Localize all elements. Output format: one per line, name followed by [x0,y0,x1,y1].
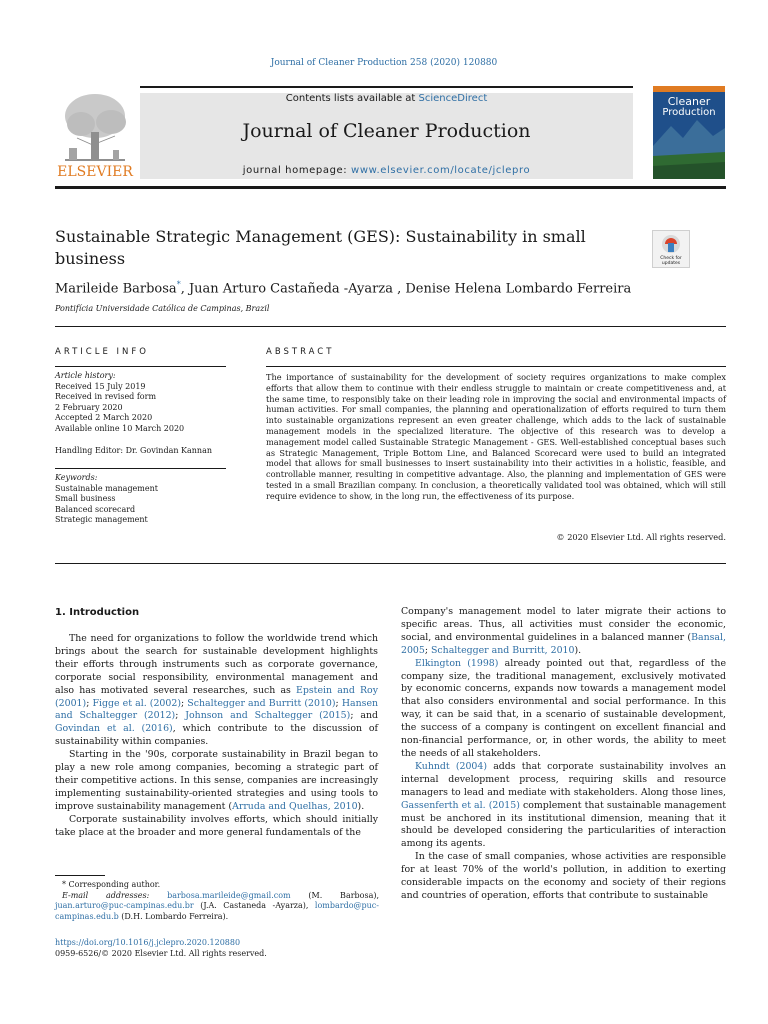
journal-cover-image[interactable] [653,86,725,179]
text-run: complement that sustainable management must be anchored in its institutional dimension, meaning that it should be developed considering the particularities of interaction among its agents. [401,799,726,850]
text-run: ; and [350,710,378,722]
elsevier-logo[interactable] [55,86,135,182]
email-link[interactable]: barbosa.marileide@gmail.com [167,891,291,900]
homepage-link[interactable]: www.elsevier.com/locate/jclepro [351,165,531,176]
section-heading-introduction: 1. Introduction [55,607,140,618]
email-owner: (M. Barbosa), [290,891,380,900]
keywords-label: Keywords: [55,473,98,482]
history-label: Article history: [55,371,116,380]
publisher-logo-text: ELSEVIER [57,164,133,180]
text-run: ; [86,697,93,709]
email-label: E-mail addresses: [62,891,150,900]
corresponding-label: Corresponding author. [68,880,161,889]
body-column-left [55,633,378,840]
text-run: Company's management model to later migrate their actions to specific areas. Thus, all activities must consider the economic, social, and environmental guidelines in a balanced manner ( [401,606,726,643]
crossmark-label: Check for updates [660,256,682,266]
history-item: Received 15 July 2019 [55,381,146,391]
crossmark-badge[interactable] [652,230,690,268]
cover-title-line1: Cleaner [667,95,711,108]
text-run: , which contribute to the discussion of sustainability within companies. [55,723,378,748]
author-1: Marileide Barbosa [55,281,177,297]
cover-title-line2: Production [662,107,716,118]
ref-link[interactable]: Johnson and Schaltegger (2015) [185,710,351,722]
affiliation: Pontifícia Universidade Católica de Campinas, Brazil [55,304,270,313]
keyword-item: Strategic management [55,515,148,525]
ref-link[interactable]: Schaltegger and Burritt, 2010 [431,644,575,656]
author-list [55,280,675,296]
keywords-rule [55,468,226,469]
article-info-rule [55,366,226,367]
keyword-item: Sustainable management [55,483,158,493]
ref-link[interactable]: Elkington (1998) [415,657,499,669]
abstract-bottom-rule [55,563,726,564]
abstract-text: The importance of sustainability for the development of society requires organizations to make complex efforts that allow them to continue with their endless struggle to maintain or create competitiveness and, at the same time, to responsibly take on their leading role in improving the social and environmental impacts of human activities. For small companies, the planning and operationalization of efforts required to turn them into sustainable organizations represent an even greater challenge, which adds to the lack of sustainable management models in the specialized literature. The objective of this research was to develop a management model called Sustainable Strategic Management - GES. Well-established conceptual bases such as Strategic Management, Triple Bottom Line, and Balanced Scorecard were used to build an integrated model that allows for small businesses to insert sustainability into their activities in a holistic, feasible, and controllable manner, resulting in competitive advantage. Also, the planning and implementation of GES were tested in a small Brazilian company. In conclusion, a theoretically validated tool was obtained, which will still require evidence to show, in the long run, the effectiveness of its purpose. [266,372,726,501]
paragraph [401,761,726,851]
text-run: ; [180,697,188,709]
abstract-rule [266,366,726,367]
ref-link[interactable]: Kuhndt (2004) [415,760,488,772]
text-run: ; [175,710,186,722]
abstract-heading: ABSTRACT [266,347,335,357]
ref-link[interactable]: Hansen and Schaltegger (2012) [55,697,379,722]
journal-homepage [140,165,633,176]
email-link[interactable]: juan.arturo@puc-campinas.edu.br [55,901,194,911]
paragraph [401,658,726,761]
journal-citation[interactable]: Journal of Cleaner Production 258 (2020) 120880 [270,58,498,68]
issn-line: 0959-6526/© 2020 Elsevier Ltd. All rights reserved. [55,949,267,958]
paragraph [401,606,726,658]
history-item: 2 February 2020 [55,402,123,412]
text-run: ). [574,644,582,656]
text-run: ; [335,697,342,709]
text-run: adds that corporate sustainability involves an internal development process, requiring skills and resource managers to lead and mediate with stakeholders. Along those lines, [401,760,726,798]
history-item: Accepted 2 March 2020 [55,413,153,423]
ref-link[interactable]: Schaltegger and Burritt (2010) [187,697,336,709]
paragraph: In the case of small companies, whose activities are responsible for at least 70% of the world's pollution, in addition to exerting considerable impacts on the economy and society of their regions and countries of operation, efforts that contribute to sustainable [401,851,726,901]
text-run: already pointed out that, regardless of the company size, the traditional management, exclusively motivated by economic concerns, expands now towards a management model that also considers environmental and social performance. In this way, it can be said that, in a scenario of sustainable development, the success of a company is contingent on excellent financial and non-financial performance, or, in other words, the ability to meet the needs of all stakeholders. [401,657,726,759]
footnote [62,880,382,890]
article-history [55,371,255,435]
homepage-prefix: journal homepage: [242,165,352,176]
ref-link[interactable]: Gassenferth et al. (2015) [401,799,520,811]
doi-link[interactable]: https://doi.org/10.1016/j.jclepro.2020.120880 [55,938,241,947]
abstract-copyright: © 2020 Elsevier Ltd. All rights reserved. [556,532,726,542]
ref-link[interactable]: Arruda and Quelhas, 2010 [232,800,358,812]
ref-link[interactable]: Epstein and Roy (2001) [55,684,378,709]
other-authors: , Juan Arturo Castañeda -Ayarza , Denise Helena Lombardo Ferreira [180,281,632,297]
keyword-item: Balanced scorecard [55,504,136,514]
history-item: Received in revised form [55,392,157,402]
ref-link[interactable]: Govindan et al. (2016) [55,723,173,735]
history-item: Available online 10 March 2020 [55,423,185,433]
affiliation-rule [55,326,726,327]
text-run: The need for organizations to follow the worldwide trend which brings about the search for sustainable development highlights their efforts through instruments such as corporate governance, corporate social responsibility, environmental management and also has motivated several researches, such as [55,633,378,696]
journal-title: Journal of Cleaner Production [242,120,531,142]
keywords [55,473,255,526]
text-run: ). [357,800,365,812]
body-column-right [401,606,726,903]
article-title: Sustainable Strategic Management (GES): Sustainability in small business [55,227,586,268]
text-run: Starting in the '90s, corporate sustainability in Brazil began to play a new role among companies, becoming a strategic part of their competitive actions. In this sense, companies are increasingly implementing sustainability-oriented strategies and using tools to improve sustainability management ( [55,749,378,812]
ref-link[interactable]: Bansal, 2005 [401,631,726,656]
email-owner: (J.A. Castaneda -Ayarza), [193,901,315,911]
handling-editor: Handling Editor: Dr. Govindan Kannan [55,446,213,455]
ref-link[interactable]: Figge et al. (2002) [92,697,181,709]
email-addresses [55,891,379,922]
footnote-rule [55,875,105,876]
header-bottom-rule [55,186,726,189]
contents-line [140,93,633,104]
contents-prefix: Contents lists available at [285,93,419,104]
keyword-item: Small business [55,494,116,504]
sciencedirect-link[interactable]: ScienceDirect [418,93,488,104]
corresponding-mark[interactable]: * [176,280,181,289]
article-info-heading: ARTICLE INFO [55,347,149,357]
corresponding-note [62,880,382,890]
header-top-rule [140,86,633,88]
email-owner: (D.H. Lombardo Ferreira). [118,911,229,921]
footnote-mark: * [62,880,66,889]
email-link[interactable]: lombardo@puc-campinas.edu.b [55,901,379,921]
paragraph [55,749,378,814]
paragraph [55,633,378,749]
text-run: ; [424,644,431,656]
paragraph: Corporate sustainability involves efforts, which should initially take place at the broader and more general fundamentals of the [55,813,378,838]
